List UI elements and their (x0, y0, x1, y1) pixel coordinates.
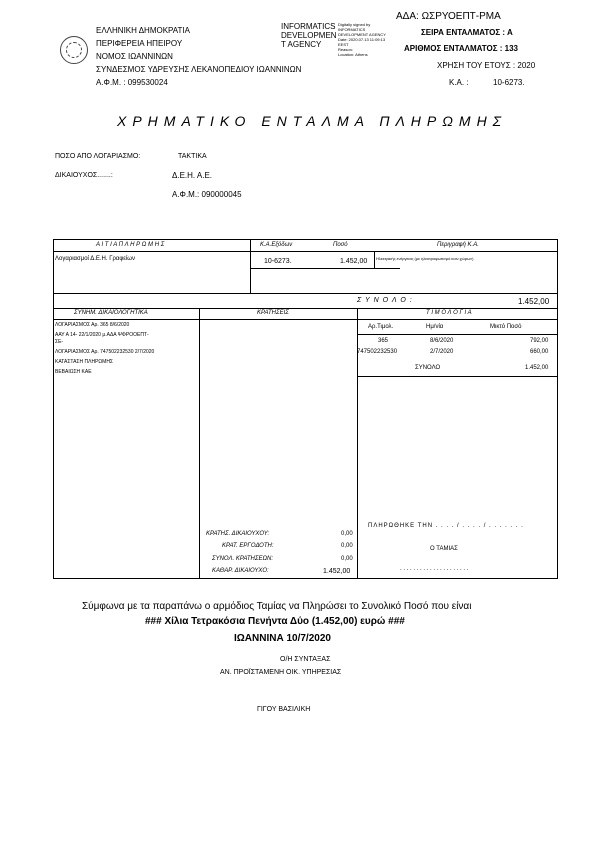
header-deductions: ΚΡΑΤΗΣΕΙΣ (257, 310, 289, 316)
ka-cell: 10-6273. (264, 258, 292, 265)
header-description: Περιγραφή Κ.Α. (437, 242, 479, 248)
deduction-employer-label: ΚΡΑΤ. ΕΡΓΟΔΟΤΗ: (222, 543, 274, 549)
ka-label: Κ.Α. : (449, 78, 469, 87)
invoice-2-date: 2/7/2020 (430, 349, 454, 355)
deduction-beneficiary-value: 0,00 (341, 531, 353, 537)
fiscal-year: ΧΡΗΣΗ ΤΟΥ ΕΤΟΥΣ : 2020 (437, 61, 536, 70)
invoice-2-amount: 660,00 (530, 349, 549, 355)
composer-role: ΑΝ. ΠΡΟΪΣΤΑΜΕΝΗ ΟΙΚ. ΥΠΗΡΕΣΙΑΣ (220, 669, 342, 676)
warrant-number: ΑΡΙΘΜΟΣ ΕΝΤΑΛΜΑΤΟΣ : 133 (404, 44, 518, 53)
header-attached-docs: ΣΥΝΗΜ. ΔΙΚΑΙΟΛΟΓΗΤΙΚΑ (74, 310, 148, 316)
amount-cell: 1.452,00 (340, 258, 368, 265)
invoice-2-no: 747502232530 (357, 349, 398, 355)
agency-name-3: T AGENCY (281, 40, 322, 49)
invoice-1-no: 365 (378, 338, 389, 344)
total-label: Σ Υ Ν Ο Λ Ο : (357, 297, 413, 304)
net-beneficiary-label: ΚΑΘΑΡ. ΔΙΚΑΙΟΥΧΟ: (212, 568, 269, 574)
invoice-total-value: 1.452,00 (525, 365, 549, 371)
warrant-series: ΣΕΙΡΑ ΕΝΤΑΛΜΑΤΟΣ : Α (421, 28, 513, 37)
treasurer-label: Ο ΤΑΜΙΑΣ (430, 546, 458, 552)
header-line-1: ΕΛΛΗΝΙΚΗ ΔΗΜΟΚΡΑΤΙΑ (96, 26, 190, 35)
place-date: ΙΩΑΝΝΙΝΑ 10/7/2020 (234, 633, 331, 644)
list-item: ΛΟΓΑΡΙΑΣΜΟΣ Αρ. 365 8/6/2020 (55, 322, 130, 328)
list-item: ΣΕ- (55, 339, 64, 345)
account-value: ΤΑΚΤΙΚΑ (178, 153, 207, 160)
ada-code: ΑΔΑ: ΩΣΡΥΟΕΠΤ-ΡΜΑ (396, 11, 501, 22)
header-ka: Κ.Α.Εξόδων (260, 242, 293, 248)
account-label: ΠΟΣΟ ΑΠΟ ΛΟΓΑΡΙΑΣΜΟ: (55, 153, 141, 160)
header-reason: Α Ι Τ Ι Α Π Λ Η Ρ Ω Μ Η Σ (96, 242, 165, 248)
net-beneficiary-value: 1.452,00 (323, 568, 351, 575)
invoice-total-label: ΣΥΝΟΛΟ (415, 365, 441, 371)
header-line-4: ΣΥΝΔΕΣΜΟΣ ΥΔΡΕΥΣΗΣ ΛΕΚΑΝΟΠΕΔΙΟΥ ΙΩΑΝΝΙΝΩΝ (96, 65, 302, 74)
header-line-2: ΠΕΡΙΦΕΡΕΙΑ ΗΠΕΙΡΟΥ (96, 39, 183, 48)
reason-text: Λογαριασμοί Δ.Ε.Η. Γραφείων (55, 256, 135, 262)
paid-date: ΠΛΗΡΩΘΗΚΕ ΤΗΝ . . . . / . . . . / . . . . . . . (368, 523, 524, 529)
emblem-icon (60, 36, 88, 64)
attached-docs-list (55, 322, 154, 376)
beneficiary-afm: Α.Φ.Μ.: 090000045 (172, 190, 242, 199)
header-afm: Α.Φ.Μ. : 099530024 (96, 78, 168, 87)
invoice-col-amount: Μικτό Ποσό (490, 324, 522, 330)
invoice-col-no: Αρ.Τιμολ. (368, 324, 394, 330)
list-item: ΚΑΤΑΣΤΑΣΗ ΠΛΗΡΩΜΗΣ (55, 359, 114, 365)
list-item: ΛΟΓΑΡΙΑΣΜΟΣ Αρ. 747502232530 2/7/2020 (55, 349, 155, 355)
digital-signature-block: Digitally signed by INFORMATICS DEVELOPMENT AGENCY Date: 2020.07.13 11:09:13 EEST Reason: Location: Athens (338, 22, 386, 57)
header-invoices: Τ Ι Μ Ο Λ Ο Γ Ι Α (426, 310, 472, 316)
total-value: 1.452,00 (518, 297, 550, 306)
header-line-3: ΝΟΜΟΣ ΙΩΑΝΝΙΝΩΝ (96, 52, 173, 61)
agency-name-1: INFORMATICS (281, 22, 336, 31)
invoice-1-date: 8/6/2020 (430, 338, 454, 344)
composer-name: ΓΙΓΟΥ ΒΑΣΙΛΙΚΗ (257, 706, 311, 713)
invoice-col-date: Ημ/νία (426, 324, 444, 330)
description-cell: Ηλεκτρικής ενέργειας (με ηλεκτροφωτισμό κοιν.χώρων) (376, 256, 474, 261)
deduction-total-label: ΣΥΝΟΛ. ΚΡΑΤΗΣΕΩΝ: (212, 556, 274, 562)
deduction-beneficiary-label: ΚΡΑΤΗΣ. ΔΙΚΑΙΟΥΧΟΥ: (206, 531, 270, 537)
beneficiary-value: Δ.Ε.Η. Α.Ε. (172, 171, 213, 180)
beneficiary-label: ΔΙΚΑΙΟΥΧΟΣ.......: (55, 172, 113, 179)
header-amount: Ποσό (333, 242, 348, 248)
treasurer-signature-line: . . . . . . . . . . . . . . . . . . . . . (400, 566, 469, 572)
ka-value: 10-6273. (493, 78, 525, 87)
deduction-total-value: 0,00 (341, 556, 353, 562)
amount-in-words: ### Χίλια Τετρακόσια Πενήντα Δύο (1.452,00) ευρώ ### (145, 616, 405, 627)
deduction-employer-value: 0,00 (341, 543, 353, 549)
list-item: ΒΕΒΑΙΩΣΗ ΚΑΕ (55, 369, 92, 375)
composer-label: Ο/Η ΣΥΝΤΑΞΑΣ (280, 656, 331, 663)
agency-name-2: DEVELOPMEN (281, 31, 337, 40)
page-title: ΧΡΗΜΑΤΙΚΟ ΕΝΤΑΛΜΑ ΠΛΗΡΩΜΗΣ (117, 113, 508, 129)
invoice-1-amount: 792,00 (530, 338, 549, 344)
payment-statement: Σύμφωνα με τα παραπάνω ο αρμόδιος Ταμίας να Πληρώσει το Συνολικό Ποσό που είναι (82, 601, 472, 612)
list-item: ΑΑΥ Α 14- 22/1/2020 μ.ΑΔΑ ΨΦΡΟΟΕΠΤ- (55, 332, 149, 338)
